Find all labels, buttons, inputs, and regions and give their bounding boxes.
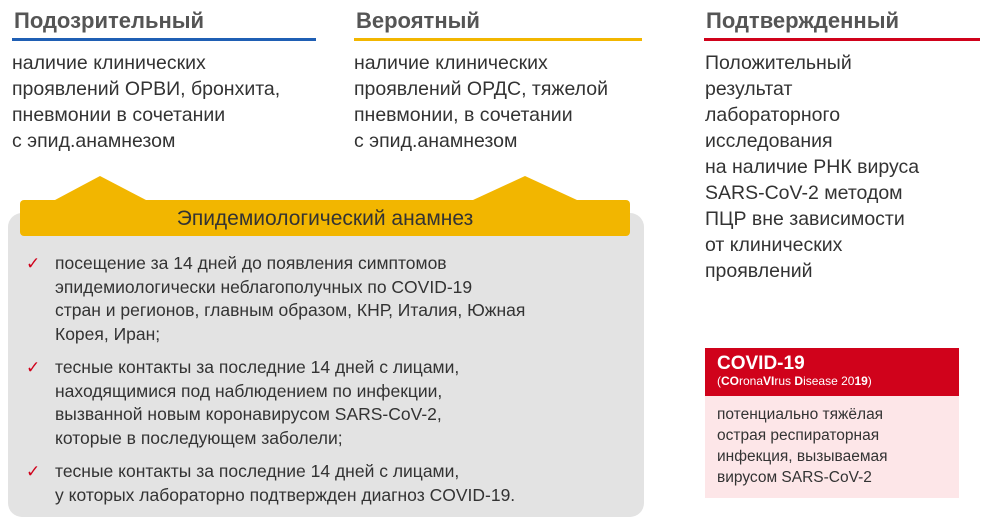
list-item bbox=[25, 252, 625, 346]
subtitle-part: VI bbox=[763, 374, 775, 388]
epi-header-title: Эпидемиологический анамнез bbox=[176, 207, 474, 230]
subtitle-part: 19 bbox=[854, 374, 868, 388]
subtitle-part: rona bbox=[739, 374, 764, 388]
text-line: на наличие РНК вируса bbox=[705, 156, 920, 178]
list-item-line: Корея, Иран; bbox=[55, 323, 161, 344]
covid-description bbox=[705, 396, 959, 488]
list-item-line: вызванной новым коронавирусом SARS-CoV-2, bbox=[55, 404, 442, 424]
subtitle-part: rus bbox=[774, 374, 795, 388]
text-line: проявлений ОРДС, тяжелой bbox=[354, 78, 608, 100]
text-line: проявлений ОРВИ, бронхита, bbox=[12, 78, 281, 100]
list-item-line: посещение за 14 дней до появления симптомов bbox=[55, 253, 447, 273]
list-item-line: которые в последующем заболели; bbox=[55, 427, 343, 448]
text-line: SARS-CoV-2 методом bbox=[705, 182, 903, 204]
text-line: от клинических bbox=[705, 234, 843, 256]
text-line: исследования bbox=[705, 130, 833, 152]
list-item-line: находящимися под наблюдением по инфекции, bbox=[55, 380, 443, 401]
subtitle-part: isease 20 bbox=[803, 374, 855, 388]
description-line: потенциально тяжёлая bbox=[717, 406, 884, 423]
description-line: острая респираторная bbox=[717, 427, 880, 444]
list-item-line: стран и регионов, главным образом, КНР, Италия, Южная bbox=[55, 300, 526, 320]
text-line: пневмонии, в сочетании bbox=[354, 104, 573, 126]
list-item-line: тесные контакты за последние 14 дней с лицами, bbox=[55, 357, 460, 377]
text-line: результат bbox=[705, 78, 793, 100]
covid-subtitle bbox=[717, 374, 947, 389]
check-icon: ✓ bbox=[26, 254, 41, 273]
covid-info-box bbox=[705, 348, 959, 498]
column-title-probable: Вероятный bbox=[356, 8, 480, 33]
check-icon: ✓ bbox=[26, 358, 41, 377]
arrow-up-right-icon bbox=[473, 176, 577, 200]
covid-info-header bbox=[705, 348, 959, 396]
list-item-line: у которых лабораторно подтвержден диагноз COVID-19. bbox=[55, 484, 516, 505]
arrow-up-left-icon bbox=[55, 176, 146, 200]
column-title-suspected: Подозрительный bbox=[14, 8, 205, 33]
column-title-confirmed: Подтвержденный bbox=[706, 8, 900, 33]
subtitle-part: D bbox=[794, 374, 804, 388]
text-line: пневмонии в сочетании bbox=[12, 104, 226, 126]
check-icon: ✓ bbox=[26, 462, 41, 481]
text-line: с эпид.анамнезом bbox=[354, 130, 518, 152]
text-line: ПЦР вне зависимости bbox=[705, 208, 905, 230]
subtitle-part: ( bbox=[717, 374, 721, 388]
list-item bbox=[25, 460, 625, 507]
subtitle-part: CO bbox=[721, 374, 739, 388]
covid-title: COVID-19 bbox=[717, 353, 805, 374]
text-line: наличие клинических bbox=[12, 52, 206, 74]
list-item-line: тесные контакты за последние 14 дней с лицами, bbox=[55, 461, 460, 481]
description-line: инфекция, вызываемая bbox=[717, 448, 888, 465]
list-item-line: эпидемиологически неблагополучных по COVID-19 bbox=[55, 276, 473, 297]
epi-criteria-list bbox=[25, 252, 625, 517]
text-line: Положительный bbox=[705, 52, 852, 74]
text-line: с эпид.анамнезом bbox=[12, 130, 176, 152]
list-item bbox=[25, 356, 625, 450]
text-line: проявлений bbox=[705, 260, 813, 282]
text-line: наличие клинических bbox=[354, 52, 548, 74]
text-line: лабораторного bbox=[705, 104, 841, 126]
description-line: вирусом SARS-CoV-2 bbox=[717, 469, 872, 486]
subtitle-part: ) bbox=[867, 374, 872, 388]
